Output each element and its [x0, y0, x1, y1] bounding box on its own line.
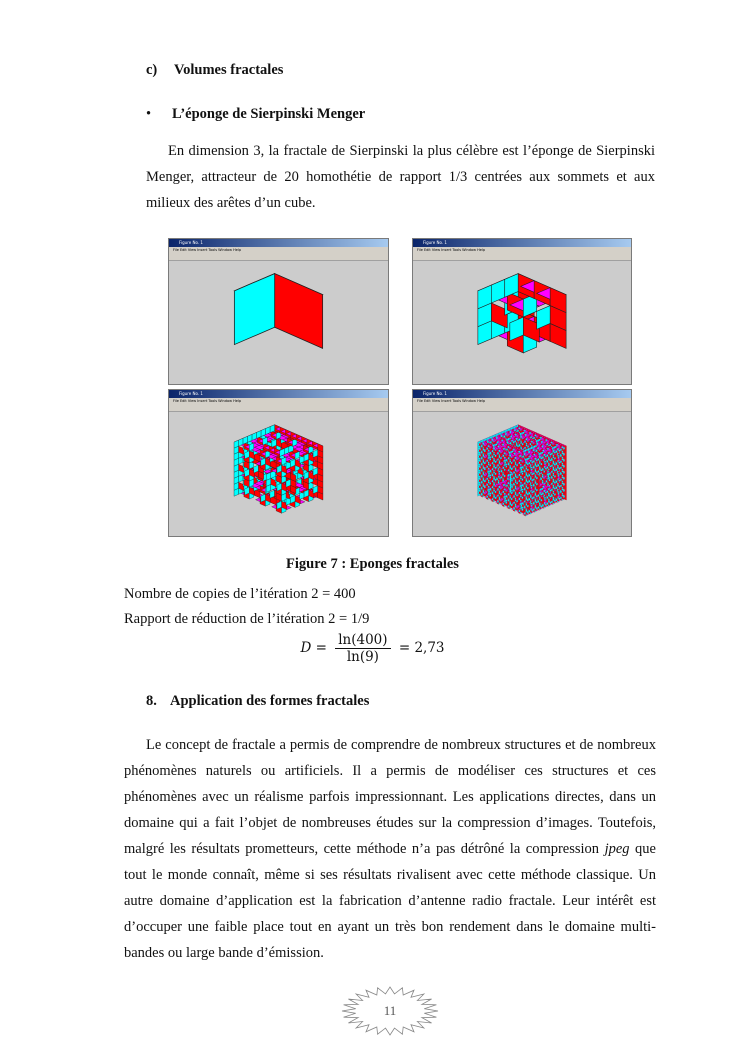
window-toolbar	[169, 253, 388, 261]
menger-sponge-render	[413, 412, 631, 536]
window-toolbar	[169, 404, 388, 412]
section-title: Volumes fractales	[174, 62, 284, 78]
subsection-heading	[146, 106, 365, 123]
window-menu-bar: File Edit View Insert Tools Window Help	[173, 399, 242, 403]
window-title-bar	[169, 239, 388, 247]
intro-paragraph: En dimension 3, la fractale de Sierpinski la plus célèbre est l’éponge de Sierpinski Menger, attracteur de 20 homothétie de rapport 1/3 centrées aux sommets et aux milieux des arêtes d’un cube.	[146, 143, 655, 211]
window-title: Figure No. 1	[179, 391, 203, 396]
right-face	[275, 274, 323, 349]
window-toolbar	[413, 404, 631, 412]
figure-window-iter3	[412, 389, 632, 537]
figure-window-iter0	[168, 238, 389, 385]
menger-sponge-render	[169, 261, 388, 384]
menger-sponge-render	[169, 412, 388, 536]
menger-sponge-render	[413, 261, 631, 384]
left-face	[234, 274, 274, 345]
window-menu-bar: File Edit View Insert Tools Window Help	[173, 248, 242, 252]
bullet-icon: •	[146, 106, 152, 122]
window-title: Figure No. 1	[423, 391, 447, 396]
figure-window-iter1	[412, 238, 632, 385]
plot-canvas	[413, 261, 631, 384]
window-menu-bar: File Edit View Insert Tools Window Help	[417, 399, 486, 403]
plot-canvas	[413, 412, 631, 536]
window-title: Figure No. 1	[179, 240, 203, 245]
window-title-bar	[413, 239, 631, 247]
window-toolbar	[413, 253, 631, 261]
figure-window-iter2	[168, 389, 389, 537]
window-title-bar	[169, 390, 388, 398]
section-label: c)	[146, 62, 158, 78]
window-title: Figure No. 1	[423, 240, 447, 245]
window-title-bar	[413, 390, 631, 398]
plot-canvas	[169, 412, 388, 536]
subsection-title: L’éponge de Sierpinski Menger	[172, 106, 366, 122]
section-heading-c	[146, 62, 283, 79]
plot-canvas	[169, 261, 388, 384]
window-menu-bar: File Edit View Insert Tools Window Help	[417, 248, 486, 252]
